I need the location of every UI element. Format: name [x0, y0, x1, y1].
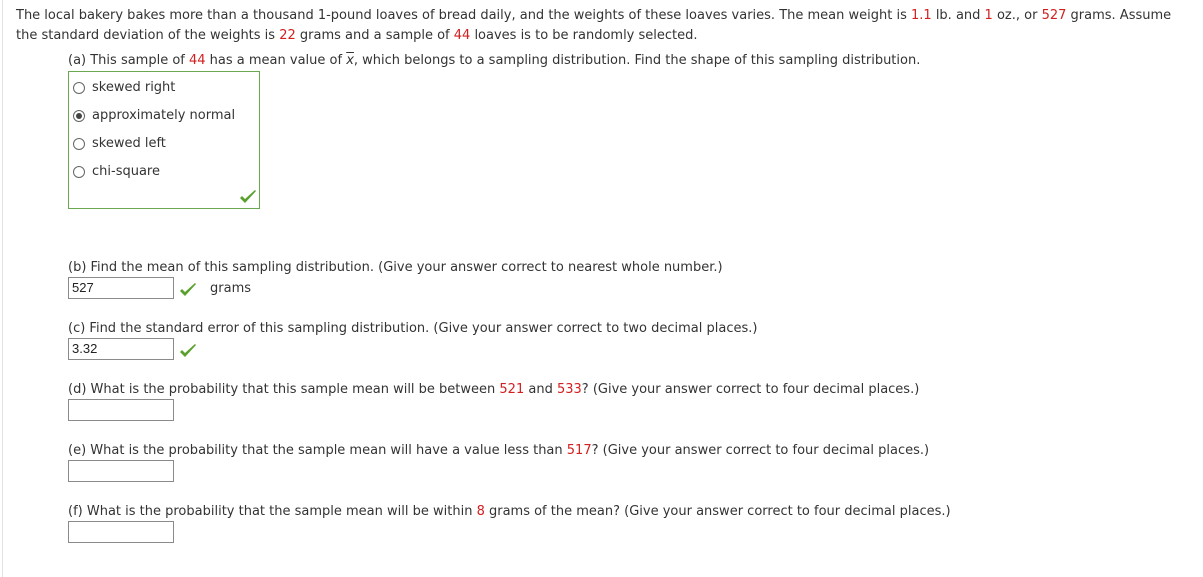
upper-bound-value: 533 [556, 382, 582, 397]
question-text: ? (Give your answer correct to four decimal places.) [581, 382, 920, 397]
option-label: skewed right [92, 80, 176, 95]
threshold-value: 517 [566, 443, 592, 458]
option-skewed-right[interactable] [73, 79, 175, 97]
question-text: , which belongs to a sampling distribution. Find the shape of this sampling distribution. [353, 53, 921, 68]
option-skewed-left[interactable] [73, 135, 166, 153]
problem-statement [16, 6, 1196, 46]
option-label: chi-square [92, 164, 160, 179]
intro-text: The local bakery bakes more than a thousand 1-pound loaves of bread daily, and the weights of these loaves varies. The mean weight is [16, 8, 911, 23]
radio-button[interactable] [73, 138, 85, 150]
option-label: skewed left [92, 136, 166, 151]
intro-text: grams. Assume the standard deviation of the weights is [16, 8, 1172, 43]
part-e-answer-field[interactable] [68, 460, 174, 482]
question-text: grams of the mean? (Give your answer correct to four decimal places.) [484, 504, 951, 519]
mean-grams-value: 527 [1041, 8, 1067, 23]
part-a-answer-box [68, 71, 260, 209]
std-dev-value: 22 [279, 28, 296, 43]
part-f-answer-field[interactable] [68, 521, 174, 543]
part-e-question [68, 442, 929, 460]
part-c-question: (c) Find the standard error of this sampling distribution. (Give your answer correct to two decimal places.) [68, 321, 758, 336]
unit-label: grams [210, 281, 251, 296]
intro-text: grams and a sample of [295, 28, 454, 43]
part-b-question: (b) Find the mean of this sampling distribution. (Give your answer correct to nearest whole number.) [68, 260, 723, 275]
question-text: (f) What is the probability that the sample mean will be within [68, 504, 477, 519]
question-text: (e) What is the probability that the sample mean will have a value less than [68, 443, 567, 458]
option-label: approximately normal [92, 108, 236, 123]
question-text: ? (Give your answer correct to four decimal places.) [591, 443, 930, 458]
sample-size-value: 44 [189, 53, 206, 68]
question-text: (d) What is the probability that this sample mean will be between [68, 382, 500, 397]
sample-size-value: 44 [453, 28, 471, 43]
part-c-answer-field[interactable]: 3.32 [68, 338, 174, 360]
intro-text: oz., or [992, 8, 1042, 23]
check-icon [179, 282, 197, 298]
radio-button[interactable] [73, 82, 85, 94]
radio-button[interactable] [73, 166, 85, 178]
radio-button-selected[interactable] [73, 110, 85, 122]
option-approximately-normal[interactable] [73, 107, 235, 125]
check-icon [179, 343, 197, 359]
mean-oz-value: 1 [984, 8, 993, 23]
mean-lb-value: 1.1 [911, 8, 932, 23]
within-grams-value: 8 [476, 504, 485, 519]
lower-bound-value: 521 [499, 382, 525, 397]
intro-text: lb. and [931, 8, 985, 23]
question-text: has a mean value of [205, 53, 347, 68]
left-border [2, 0, 3, 577]
part-b-answer-field[interactable]: 527 [68, 277, 174, 299]
part-f-question [68, 503, 951, 521]
option-chi-square[interactable] [73, 163, 160, 181]
check-icon [239, 189, 257, 205]
question-text: (a) This sample of [68, 53, 189, 68]
x-bar-symbol: $\overline{x}$ [346, 53, 354, 68]
part-a-question [68, 52, 920, 70]
part-d-answer-field[interactable] [68, 399, 174, 421]
question-text: and [524, 382, 557, 397]
intro-text: loaves is to be randomly selected. [470, 28, 698, 43]
part-d-question [68, 381, 919, 399]
